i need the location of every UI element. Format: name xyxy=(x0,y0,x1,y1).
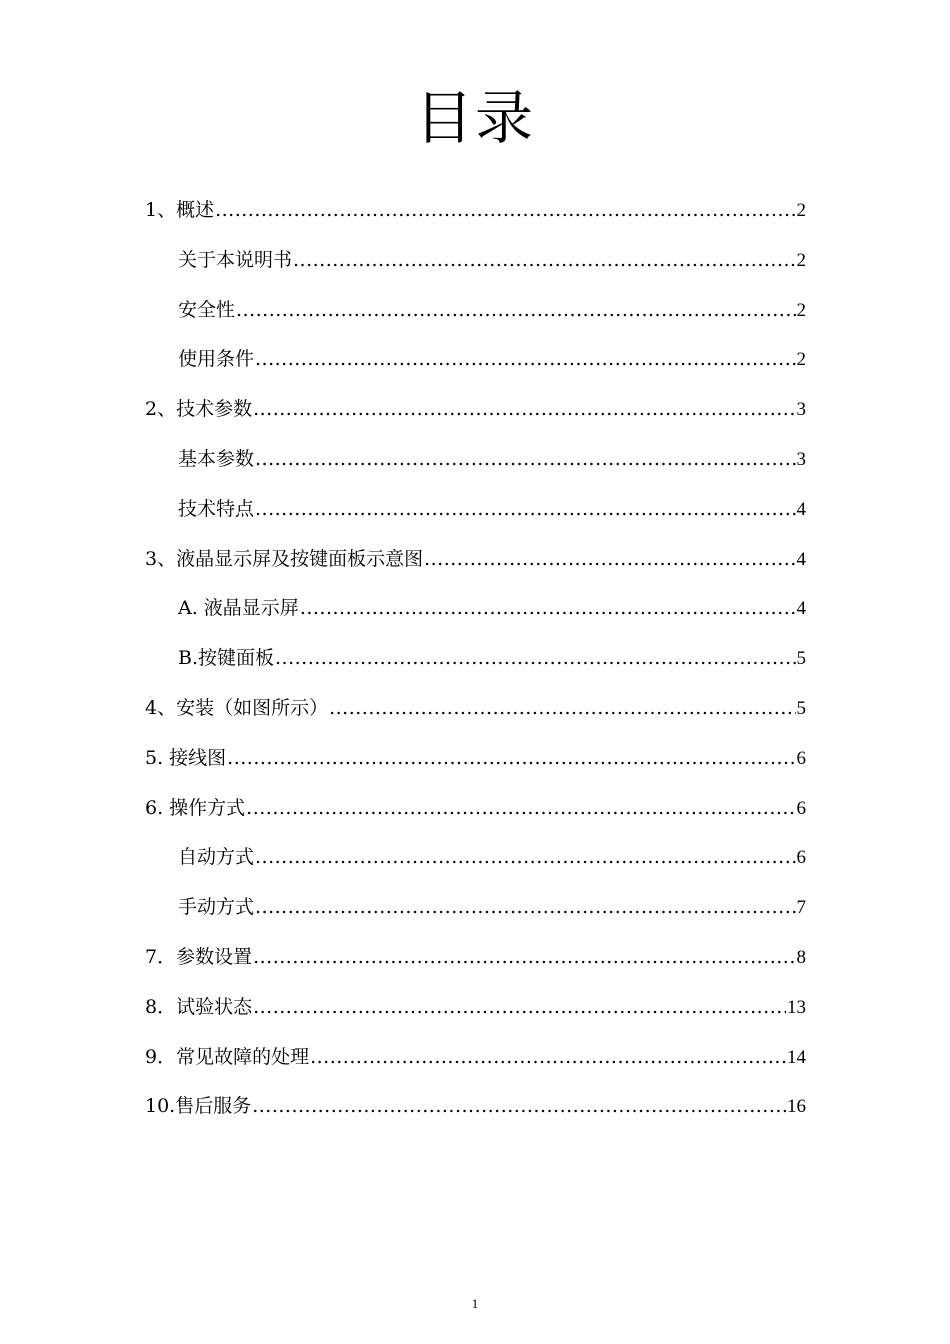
toc-dot-leader xyxy=(253,942,795,972)
toc-entry[interactable] xyxy=(145,693,806,743)
toc-entry-page: 3 xyxy=(796,448,806,470)
toc-entry-page: 2 xyxy=(796,249,806,271)
toc-entry-label: 3、液晶显示屏及按键面板示意图 xyxy=(145,547,424,570)
toc-dot-leader xyxy=(227,743,795,773)
toc-entry[interactable] xyxy=(145,295,806,345)
toc-entry-label: 安全性 xyxy=(178,298,236,321)
toc-entry-page: 13 xyxy=(787,996,806,1018)
toc-entry[interactable] xyxy=(145,1042,806,1092)
footer-page-number: 1 xyxy=(471,1296,479,1311)
toc-entry-label: 关于本说明书 xyxy=(178,248,293,271)
toc-dot-leader xyxy=(300,593,796,623)
toc-entry[interactable] xyxy=(145,344,806,394)
toc-entry-page: 14 xyxy=(787,1046,806,1068)
toc-entry[interactable] xyxy=(145,643,806,693)
toc-entry-label: 2、技术参数 xyxy=(145,398,253,421)
toc-entry-label: 1、概述 xyxy=(145,199,215,221)
toc-entry-label: 使用条件 xyxy=(178,348,255,371)
toc-entry-page: 6 xyxy=(796,847,806,869)
toc-dot-leader xyxy=(255,444,795,474)
toc-entry-page: 4 xyxy=(796,548,806,570)
toc-entry-label: A. 液晶显示屏 xyxy=(178,597,299,620)
toc-entry-label: 技术特点 xyxy=(178,497,255,520)
toc-entry-page: 16 xyxy=(787,1096,806,1118)
toc-entry-page: 2 xyxy=(796,200,806,221)
toc-dot-leader xyxy=(236,295,795,325)
toc-entry-page: 6 xyxy=(796,747,806,769)
toc-entry-page: 4 xyxy=(796,498,806,520)
toc-entry-page: 4 xyxy=(796,598,806,620)
toc-dot-leader xyxy=(253,992,786,1022)
toc-entry-label: 7．参数设置 xyxy=(145,945,253,968)
toc-entry-label: 手动方式 xyxy=(178,896,255,919)
toc-entry-page: 8 xyxy=(796,946,806,968)
toc-entry[interactable] xyxy=(145,842,806,892)
toc-entry-page: 5 xyxy=(796,648,806,670)
toc-entry-label: 6. 操作方式 xyxy=(145,796,246,819)
toc-entry[interactable] xyxy=(145,544,806,594)
toc-entry[interactable] xyxy=(145,494,806,544)
toc-entry-label: 8．试验状态 xyxy=(145,995,253,1018)
toc-entry[interactable] xyxy=(145,743,806,793)
toc-entry[interactable] xyxy=(145,1091,806,1141)
toc-entry-page: 5 xyxy=(796,697,806,719)
toc-dot-leader xyxy=(255,344,795,374)
toc-dot-leader xyxy=(329,693,795,723)
toc-entry-label: B.按键面板 xyxy=(178,647,275,670)
table-of-contents xyxy=(145,195,806,1141)
toc-entry[interactable] xyxy=(145,793,806,843)
toc-dot-leader xyxy=(246,793,795,823)
toc-dot-leader xyxy=(253,394,795,424)
toc-entry-label: 10.售后服务 xyxy=(145,1095,252,1118)
toc-dot-leader xyxy=(252,1091,786,1121)
toc-entry[interactable] xyxy=(145,394,806,444)
toc-entry-label: 4、安装（如图所示） xyxy=(145,696,329,719)
toc-entry-label: 9．常见故障的处理 xyxy=(145,1045,310,1068)
toc-entry[interactable] xyxy=(145,593,806,643)
toc-entry[interactable] xyxy=(145,195,806,245)
toc-entry[interactable] xyxy=(145,992,806,1042)
toc-entry-page: 2 xyxy=(796,299,806,321)
toc-dot-leader xyxy=(310,1042,786,1072)
toc-entry-label: 自动方式 xyxy=(178,846,255,869)
toc-entry[interactable] xyxy=(145,245,806,295)
toc-dot-leader xyxy=(255,842,795,872)
toc-entry[interactable] xyxy=(145,942,806,992)
toc-entry-page: 7 xyxy=(796,897,806,919)
toc-dot-leader xyxy=(255,892,795,922)
toc-entry-label: 基本参数 xyxy=(178,447,255,470)
toc-entry[interactable] xyxy=(145,444,806,494)
toc-entry-page: 2 xyxy=(796,349,806,371)
toc-dot-leader xyxy=(215,195,795,225)
page-title: 目录 xyxy=(414,84,535,152)
toc-entry[interactable] xyxy=(145,892,806,942)
toc-entry-page: 6 xyxy=(796,797,806,819)
toc-dot-leader xyxy=(275,643,795,673)
toc-dot-leader xyxy=(424,544,795,574)
toc-entry-page: 3 xyxy=(796,399,806,421)
toc-dot-leader xyxy=(293,245,795,275)
toc-entry-label: 5. 接线图 xyxy=(145,746,227,769)
toc-dot-leader xyxy=(255,494,795,524)
